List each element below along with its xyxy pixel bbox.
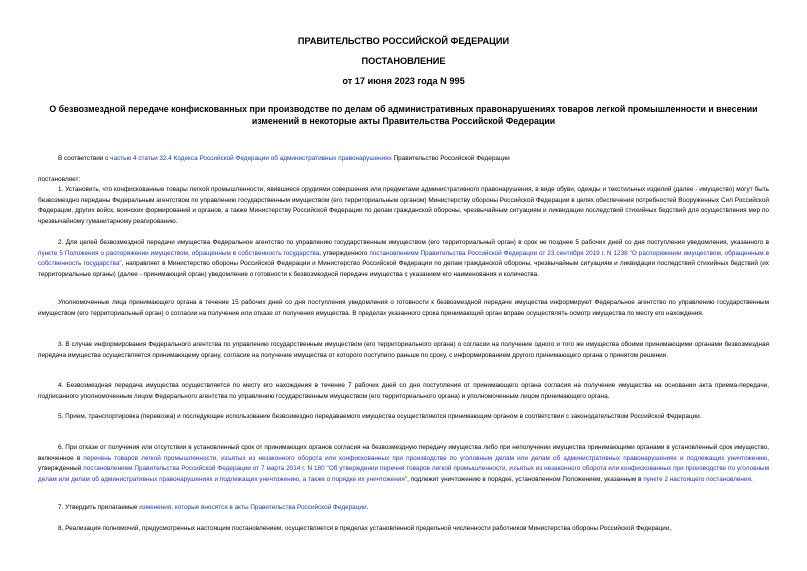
document-title: О безвозмездной передаче конфискованных при производстве по делам об административных правонарушениях товаров легкой промышленности и внесении изменений в некоторые акты Правительства Российской Федерации [49,104,758,126]
preamble [38,154,769,165]
government-header: ПРАВИТЕЛЬСТВО РОССИЙСКОЙ ФЕДЕРАЦИИ [297,36,510,46]
link-decree-1238[interactable]: постановлением Правительства Российской Федерации от 23 сентября 2019 г. N 1238 "О распоряжении имуществом, обращенным в собственность государства" [38,249,769,268]
preamble-text-after: Правительство Российской Федерации [391,155,510,162]
paragraph-7 [38,503,769,514]
paragraph-2-continued: Уполномоченные лица принимающего органа в течение 15 рабочих дней со дня поступления уведомления о готовности к безвозмездной передаче имущества информируют Федеральное агентство по управлению государственным имуществом (его территориальный орган) о согласии на получение или отказе от получения имущества. В пределах указанного срока принимающий орган вправе осуществлять осмотр имущества по месту его нахождения. [38,299,769,317]
paragraph-7-text-2: . [366,504,369,511]
paragraph-7-text-1: 7. Утвердить прилагаемые [58,504,140,511]
decree-word: постановляет: [38,176,81,183]
link-disposal-regulation[interactable]: пункте 5 Положения о распоряжении имуществом, обращенным в собственность государства [38,249,320,257]
paragraph-4: 4. Безвозмездная передача имущества осуществляется по месту его нахождения в течение 7 рабочих дней со дня поступления от принимающего органа согласия на получение имущества на основании акта приема-передачи, подписанного уполномоченным лицом Федерального агентства по управлению государственным имуществом (его территориального органа) и уполномоченным лицом принимающего органа. [38,382,769,400]
paragraph-2-text-1: 2. Для целей безвозмездной передачи имущества Федеральное агентство по управлению государственным имуществом (его территориальный орган) в срок не позднее 5 рабочих дней со дня поступления уведомления, указанного в [58,239,769,246]
paragraph-2-text-3: , направляет в Министерство обороны Российской Федерации и Министерство Российской Федерации по делам гражданской обороны, чрезвычайным ситуациям и ликвидации последствий стихийных бедствий (их территориальные органы) (далее - принимающий орган) уведомление о готовности к безвозмездной передаче имущества с указанием его наименования и количества. [38,260,770,279]
paragraph-2-text-2: , утвержденного [319,249,370,257]
paragraph-6-text-1: 6. При отказе от получения или отсутствии в установленный срок от принимающих органов согласия на безвозмездную передачу имущества либо при неполучении имущества принимающими органами в установленный срок имущество, включенное в [38,444,769,462]
link-decree-180[interactable]: постановлением Правительства Российской Федерации от 7 марта 2014 г. N 180 "Об утверждении перечня товаров легкой промышленности, изъятых из незаконного оборота или конфискованных при производстве по уголовным делам или делам об административных правонарушениях и подлежащих уничтожению, а также о порядке их уничтожения" [38,465,769,484]
link-point-2[interactable]: пункте 2 настоящего постановления [643,476,751,484]
paragraph-6-text-3: , подлежит уничтожению в порядке, установленном Положением, указанным в [407,476,644,484]
document-date-number: от 17 июня 2023 года N 995 [342,76,465,86]
paragraph-6 [38,443,769,486]
paragraph-6-text-2: , утвержденный [38,454,770,473]
paragraph-8: 8. Реализация полномочий, предусмотренных настоящим постановлением, осуществляется в пределах установленной предельной численности работников Министерства обороны Российской Федерации, [58,525,672,532]
document-type: ПОСТАНОВЛЕНИЕ [361,56,446,66]
link-koap-article[interactable]: частью 4 статьи 32.4 Кодекса Российской Федерации об административных правонарушениях [110,155,392,162]
paragraph-2 [38,238,769,281]
link-amendments[interactable]: изменения, которые вносятся в акты Правительства Российской Федерации [139,504,367,511]
link-goods-list[interactable]: перечень товаров легкой промышленности, изъятых из незаконного оборота или конфискованных при производстве по уголовным делам или делам об административных правонарушениях и подлежащих уничтожению [83,454,768,462]
paragraph-6-text-4: . [750,476,753,484]
paragraph-3: 3. В случае информирования Федерального агентства по управлению государственным имуществом (его территориального органа) о согласии на получение одного и того же имущества обоими принимающими органами безвозмездная передача имущества осуществляется принимающему органу, согласие на получение имущества от которого поступило раньше по сроку, с информированием другого принимающего органа о принятом решении. [38,341,769,359]
paragraph-1: 1. Установить, что конфискованные товары легкой промышленности, явившиеся орудиями совершения или предметами административного правонарушения, в виде обуви, одежды и текстильных изделий (далее - имущество) могут быть безвозмездно переданы Федеральным агентством по управлению государственным имуществом (его территориальным органом) Министерству обороны Российской Федерации в целях обеспечения потребностей Вооруженных Сил Российской Федерации, других войск, воинских формирований и органов, а также Министерству Российской Федерации по делам гражданской обороны, чрезвычайным ситуациям и ликвидации последствий стихийных бедствий для осуществления мер по чрезвычайному гуманитарному реагированию. [38,186,769,226]
paragraph-5: 5. Прием, транспортировка (перевозка) и последующее использование безвозмездно передаваемого имущества осуществляются принимающим органом в соответствии с законодательством Российской Федерации. [58,413,702,420]
preamble-text-before: В соответствии с [58,155,111,162]
